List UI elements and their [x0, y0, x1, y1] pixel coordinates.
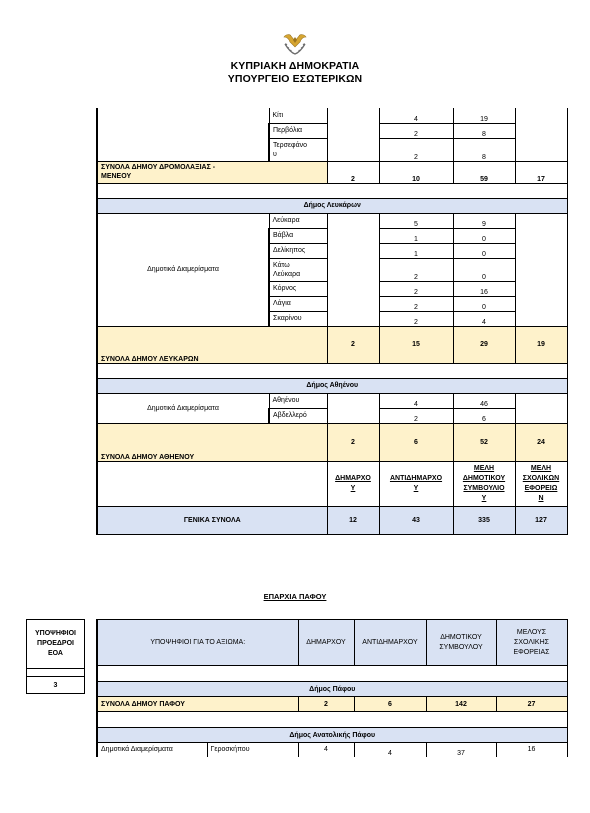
antidimarxoi-value: 5 — [379, 213, 453, 228]
municipality-header-paphos — [97, 682, 567, 697]
main-results-table — [96, 108, 568, 535]
antidimarxoi-value: 2 — [379, 138, 453, 161]
header-title-ministry: ΥΠΟΥΡΓΕΙΟ ΕΣΩΤΕΡΙΚΩΝ — [227, 73, 363, 85]
meli-value: 4 — [453, 311, 515, 326]
header-antidimarxoi: ΑΝΤΙΔΗΜΑΡΧΟ Υ — [379, 461, 453, 506]
header-antidimarxou: ΑΝΤΙΔΗΜΑΡΧΟΥ — [354, 620, 426, 666]
antidimarxoi-value: 1 — [379, 228, 453, 243]
antidimarxoi-value: 4 — [379, 393, 453, 408]
district-name: Γεροσκήπου — [207, 743, 298, 757]
municipality-title: Δήμος Ανατολικής Πάφου — [97, 728, 567, 743]
group-label: Δημοτικά Διαμερίσματα — [97, 743, 207, 757]
grand-total-sxolikes: 127 — [515, 506, 567, 534]
header-candidates: ΥΠΟΨΗΦΙΟΙ ΓΙΑ ΤΟ ΑΞΙΩΜΑ: — [97, 620, 298, 666]
grand-total-row — [97, 506, 567, 534]
dimarxoi-value: 4 — [298, 743, 354, 757]
header-title-republic: ΚΥΠΡΙΑΚΗ ΔΗΜΟΚΡΑΤΙΑ — [230, 60, 360, 72]
meli-value: 19 — [453, 108, 515, 123]
antidimarxoi-value: 2 — [379, 296, 453, 311]
total-row-paphos — [97, 697, 567, 712]
page-header — [0, 30, 590, 86]
district-name: Βάβλα — [269, 228, 327, 243]
meli-total: 52 — [453, 423, 515, 461]
total-label: ΣΥΝΟΛΑ ΔΗΜΟΥ ΛΕΥΚΑΡΩΝ — [97, 326, 327, 363]
eoa-value: 3 — [27, 677, 85, 694]
district-name: Αθηένου — [269, 393, 327, 408]
district-name: Δελίκηπος — [269, 243, 327, 258]
district-name: Κόρνος — [269, 281, 327, 296]
table-row — [97, 393, 567, 408]
antidimarxoi-value: 1 — [379, 243, 453, 258]
antidimarxoi-value: 2 — [379, 311, 453, 326]
municipality-title: Δήμος Λευκάρων — [97, 198, 567, 213]
meli-value: 0 — [453, 228, 515, 243]
sxolikes-total: 27 — [496, 697, 567, 712]
meli-total: 59 — [453, 161, 515, 183]
antidimarxoi-value: 2 — [379, 123, 453, 138]
total-row-lefkara — [97, 326, 567, 363]
district-name: Κίτι — [269, 108, 327, 123]
section-title-paphos: ΕΠΑΡΧΙΑ ΠΑΦΟΥ — [263, 592, 327, 601]
total-label: ΣΥΝΟΛΑ ΔΗΜΟΥ ΑΘΗΕΝΟΥ — [97, 423, 327, 461]
antidimarxoi-total: 6 — [379, 423, 453, 461]
header-meli: ΜΕΛΗ ΔΗΜΟΤΙΚΟΥ ΣΥΜΒΟΥΛΙΟ Υ — [453, 461, 515, 506]
meli-value: 0 — [453, 243, 515, 258]
group-label: Δημοτικά Διαμερίσματα — [97, 393, 269, 423]
header-dimarxou: ΔΗΜΑΡΧΟΥ — [298, 620, 354, 666]
eoa-header: ΥΠΟΨΗΦΙΟΙ ΠΡΟΕΔΡΟΙ ΕΟΑ — [27, 620, 85, 669]
municipality-header-athienou — [97, 378, 567, 393]
antidimarxoi-total: 6 — [354, 697, 426, 712]
antidimarxoi-value: 2 — [379, 281, 453, 296]
table-row — [97, 108, 567, 123]
district-name: Λεύκαρα — [269, 213, 327, 228]
antidimarxoi-total: 10 — [379, 161, 453, 183]
meli-value: 16 — [453, 281, 515, 296]
total-row-athienou — [97, 423, 567, 461]
table-row — [97, 213, 567, 228]
meli-value: 6 — [453, 408, 515, 423]
total-label: ΣΥΝΟΛΑ ΔΗΜΟΥ ΠΑΦΟΥ — [97, 697, 298, 712]
sxolikes-total: 19 — [515, 326, 567, 363]
grand-total-antidimarxoi: 43 — [379, 506, 453, 534]
summary-header-row — [97, 461, 567, 506]
dimarxoi-total: 2 — [298, 697, 354, 712]
meli-total: 29 — [453, 326, 515, 363]
district-name: Περβόλια — [269, 123, 327, 138]
district-name: Αβδελλερό — [269, 408, 327, 423]
meli-value: 9 — [453, 213, 515, 228]
header-dimarxoi: ΔΗΜΑΡΧΟ Υ — [327, 461, 379, 506]
header-dimotikou: ΔΗΜΟΤΙΚΟΥ ΣΥΜΒΟΥΛΟΥ — [426, 620, 496, 666]
meli-value: 8 — [453, 123, 515, 138]
municipality-title: Δήμος Αθηένου — [97, 378, 567, 393]
meli-value: 37 — [426, 743, 496, 757]
antidimarxoi-value: 4 — [354, 743, 426, 757]
district-name: Τερσεφάνο υ — [269, 138, 327, 161]
header-sxolikes: ΜΕΛΗ ΣΧΟΛΙΚΩΝ ΕΦΟΡΕΙΩ Ν — [515, 461, 567, 506]
grand-total-meli: 335 — [453, 506, 515, 534]
municipality-header-lefkara — [97, 198, 567, 213]
sxolikes-value: 16 — [496, 743, 567, 757]
dimarxoi-total: 2 — [327, 423, 379, 461]
meli-value: 8 — [453, 138, 515, 161]
grand-total-dimarxoi: 12 — [327, 506, 379, 534]
coat-of-arms-icon — [281, 30, 309, 56]
district-name: Κάτω Λεύκαρα — [269, 258, 327, 281]
antidimarxoi-total: 15 — [379, 326, 453, 363]
eoa-presidents-box — [26, 619, 85, 694]
sxolikes-total: 17 — [515, 161, 567, 183]
dimarxoi-total: 2 — [327, 326, 379, 363]
meli-value: 0 — [453, 296, 515, 311]
meli-value: 46 — [453, 393, 515, 408]
header-melous: ΜΕΛΟΥΣ ΣΧΟΛΙΚΗΣ ΕΦΟΡΕΙΑΣ — [496, 620, 567, 666]
district-name: Σκαρίνου — [269, 311, 327, 326]
meli-total: 142 — [426, 697, 496, 712]
dimarxoi-total: 2 — [327, 161, 379, 183]
meli-value: 0 — [453, 258, 515, 281]
total-row-dromolaxia — [97, 161, 567, 183]
total-label: ΣΥΝΟΛΑ ΔΗΜΟΥ ΔΡΟΜΟΛΑΞΙΑΣ - ΜΕΝΕΟΥ — [97, 161, 327, 183]
antidimarxoi-value: 4 — [379, 108, 453, 123]
municipality-title: Δήμος Πάφου — [97, 682, 567, 697]
paphos-header-row — [97, 620, 567, 666]
antidimarxoi-value: 2 — [379, 408, 453, 423]
paphos-results-table — [96, 619, 568, 757]
table-row — [97, 743, 567, 757]
grand-total-label: ΓΕΝΙΚΑ ΣΥΝΟΛΑ — [97, 506, 327, 534]
municipality-header-east-paphos — [97, 728, 567, 743]
antidimarxoi-value: 2 — [379, 258, 453, 281]
group-label: Δημοτικά Διαμερίσματα — [97, 213, 269, 326]
district-name: Λάγια — [269, 296, 327, 311]
sxolikes-total: 24 — [515, 423, 567, 461]
